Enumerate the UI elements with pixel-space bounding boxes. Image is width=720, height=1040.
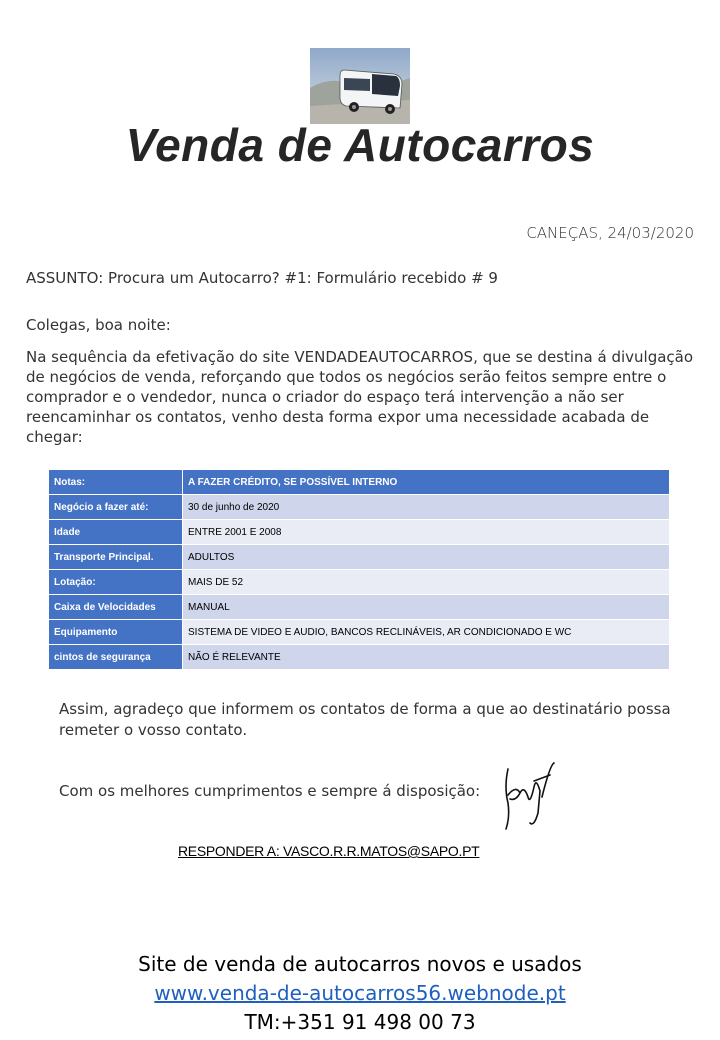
table-value: MAIS DE 52: [183, 570, 670, 595]
letter-intro: Na sequência da efetivação do site VENDADEAUTOCARROS, que se destina á divulgação de negócios de venda, reforçando que todos os negócios serão feitos sempre entre o comprador e o vendedor, nunca o criador do espaço terá intervenção a não ser reencaminhar os contatos, venho desta forma expor uma necessidade acabada de chegar:: [26, 348, 694, 446]
table-label: Lotação:: [49, 570, 183, 595]
signature-icon: [494, 757, 560, 835]
table-value: A FAZER CRÉDITO, SE POSSÍVEL INTERNO: [183, 470, 670, 495]
table-row: [49, 645, 670, 670]
letter-date: CANEÇAS, 24/03/2020: [526, 224, 694, 242]
table-value: ENTRE 2001 E 2008: [183, 520, 670, 545]
table-value: 30 de junho de 2020: [183, 495, 670, 520]
page-title: Venda de Autocarros: [125, 119, 595, 171]
table-label: Caixa de Velocidades: [49, 595, 183, 620]
table-value: ADULTOS: [183, 545, 670, 570]
footer-tagline: Site de venda de autocarros novos e usados: [138, 952, 582, 976]
table-label: Negócio a fazer até:: [49, 495, 183, 520]
table-row: [49, 495, 670, 520]
table-value: SISTEMA DE VIDEO E AUDIO, BANCOS RECLINÁVEIS, AR CONDICIONADO E WC: [183, 620, 670, 645]
table-value: NÃO É RELEVANTE: [183, 645, 670, 670]
table-row: [49, 570, 670, 595]
table-label: Equipamento: [49, 620, 183, 645]
letter-closing: Assim, agradeço que informem os contatos de forma a que ao destinatário possa remeter o vosso contato.: [59, 700, 671, 739]
letter-regards: Com os melhores cumprimentos e sempre á disposição:: [59, 782, 481, 800]
website-link[interactable]: www.venda-de-autocarros56.webnode.pt: [154, 981, 566, 1005]
table-row: [49, 470, 670, 495]
bus-photo-icon: [310, 48, 410, 124]
table-label: Transporte Principal.: [49, 545, 183, 570]
table-label: Notas:: [49, 470, 183, 495]
letter-greeting: Colegas, boa noite:: [26, 316, 171, 334]
table-row: [49, 595, 670, 620]
footer-phone: TM:+351 91 498 00 73: [244, 1010, 476, 1034]
table-label: Idade: [49, 520, 183, 545]
table-row: [49, 620, 670, 645]
table-row: [49, 545, 670, 570]
table-label: cintos de segurança: [49, 645, 183, 670]
letter-subject: ASSUNTO: Procura um Autocarro? #1: Formulário recebido # 9: [26, 269, 498, 287]
footer: [0, 950, 720, 1037]
reply-email-link[interactable]: RESPONDER A: VASCO.R.R.MATOS@SAPO.PT: [178, 843, 480, 859]
table-value: MANUAL: [183, 595, 670, 620]
request-details-table: [48, 469, 670, 670]
table-row: [49, 520, 670, 545]
